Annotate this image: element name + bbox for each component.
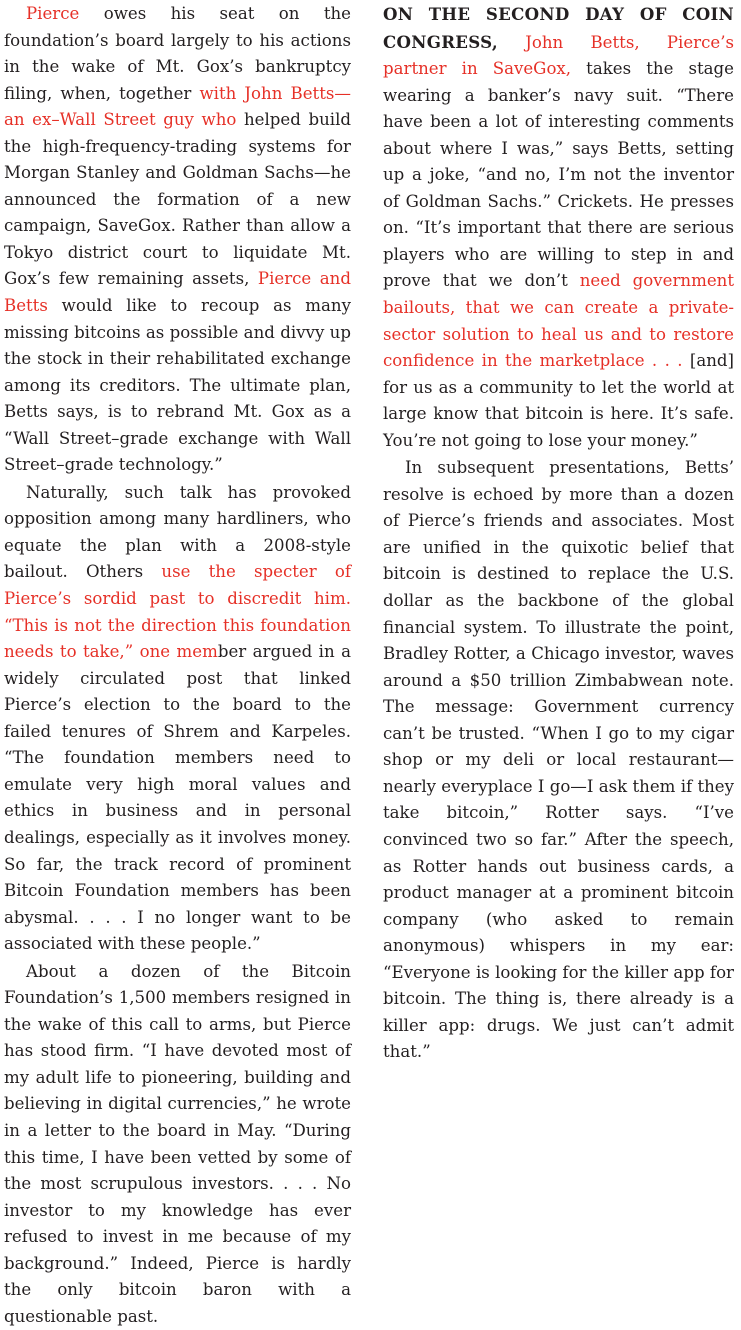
section-lead-in: ON THE SECOND DAY OF COIN CONGRESS, <box>383 4 734 52</box>
highlight-pierce: Pierce <box>26 4 80 23</box>
text-run: would like to recoup as many missing bitcoins as possible and divvy up the stock in their rehabilitated exchange among its creditors. The ultimate plan, Betts says, is to rebrand Mt. Gox as a “Wall Street–grade exchange with Wall Street–grade technology.” <box>4 296 351 475</box>
highlight-betts-partner: John Betts, Pierce’s partner in SaveGox, <box>383 32 734 79</box>
text-run: Naturally, such talk has provoked opposition among many hardliners, who equate the plan with a 2008-style bailout. Others <box>4 482 351 582</box>
paragraph-coin-congress <box>383 0 734 454</box>
paragraph-opposition <box>4 479 351 958</box>
text-run: takes the stage wearing a banker’s navy suit. “There have been a lot of interesting comments about where I was,” says Betts, setting up a joke, “and no, I’m not the inventor of Goldman Sachs.” Crickets. He presses on. “It’s important that there are serious players who are willing to step in and prove that we don’t <box>383 59 734 291</box>
paragraph-savegox <box>4 0 351 479</box>
paragraph-presentations: In subsequent presentations, Betts’ resolve is echoed by more than a dozen of Pierce’s friends and associates. Most are unified in the quixotic belief that bitcoin is destined to replace the U.S. dollar as the backbone of the global financial system. To illustrate the point, Bradley Rotter, a Chicago investor, waves around a $50 trillion Zimbabwean note. The message: Government currency can’t be trusted. “When I go to my cigar shop or my deli or local restaurant—nearly everyplace I go—I ask them if they take bitcoin,” Rotter says. “I’ve convinced two so far.” After the speech, as Rotter hands out business cards, a product manager at a prominent bitcoin company (who asked to remain anonymous) whispers in my ear: “Everyone is looking for the killer app for bitcoin. The thing is, there already is a killer app: drugs. We just can’t admit that.” <box>383 458 734 1062</box>
text-run: [and] for us as a community to let the world at large know that bitcoin is here. It’s safe. You’re not going to lose your money.” <box>383 351 734 450</box>
text-run: owes his seat on the foundation’s board largely to his actions in the wake of Mt. Gox’s bankruptcy filing, when, together <box>4 4 351 103</box>
text-run: ber argued in a widely circulated post that linked Pierce’s election to the board to the failed tenures of Shrem and Karpeles. “The foundation members need to emulate very high moral values and ethics in business and in personal dealings, especially as it involves money. So far, the track record of prominent Bitcoin Foundation members has been abysmal. . . . I no longer want to be associated with these people.” <box>4 642 351 954</box>
left-column <box>4 0 351 1330</box>
highlight-bailouts-quote: need government bailouts, that we can create a private-sector solution to heal us and to restore confidence in the marketplace . . . <box>383 271 734 371</box>
highlight-discredit-quote: use the specter of Pierce’s sordid past to discredit him. “This is not the direction this foundation needs to take,” one mem <box>4 562 352 662</box>
paragraph-resignations: About a dozen of the Bitcoin Foundation’s 1,500 members resigned in the wake of this call to arms, but Pierce has stood firm. “I have devoted most of my adult life to pioneering, building and believing in digital currencies,” he wrote in a letter to the board in May. “During this time, I have been vetted by some of the most scrupulous investors. . . . No investor to my knowledge has ever refused to invest in me because of my background.” Indeed, Pierce is hardly the only bitcoin baron with a questionable past. <box>4 961 351 1326</box>
right-column <box>383 0 734 1066</box>
highlight-john-betts: with John Betts—an ex–Wall Street guy who <box>4 83 351 130</box>
highlight-pierce-and-betts: Pierce and Betts <box>4 269 351 316</box>
text-run: helped build the high-frequency-trading systems for Morgan Stanley and Goldman Sachs—he announced the formation of a new campaign, SaveGox. Rather than allow a Tokyo district court to liquidate Mt. Gox’s few remaining assets, <box>4 110 351 289</box>
